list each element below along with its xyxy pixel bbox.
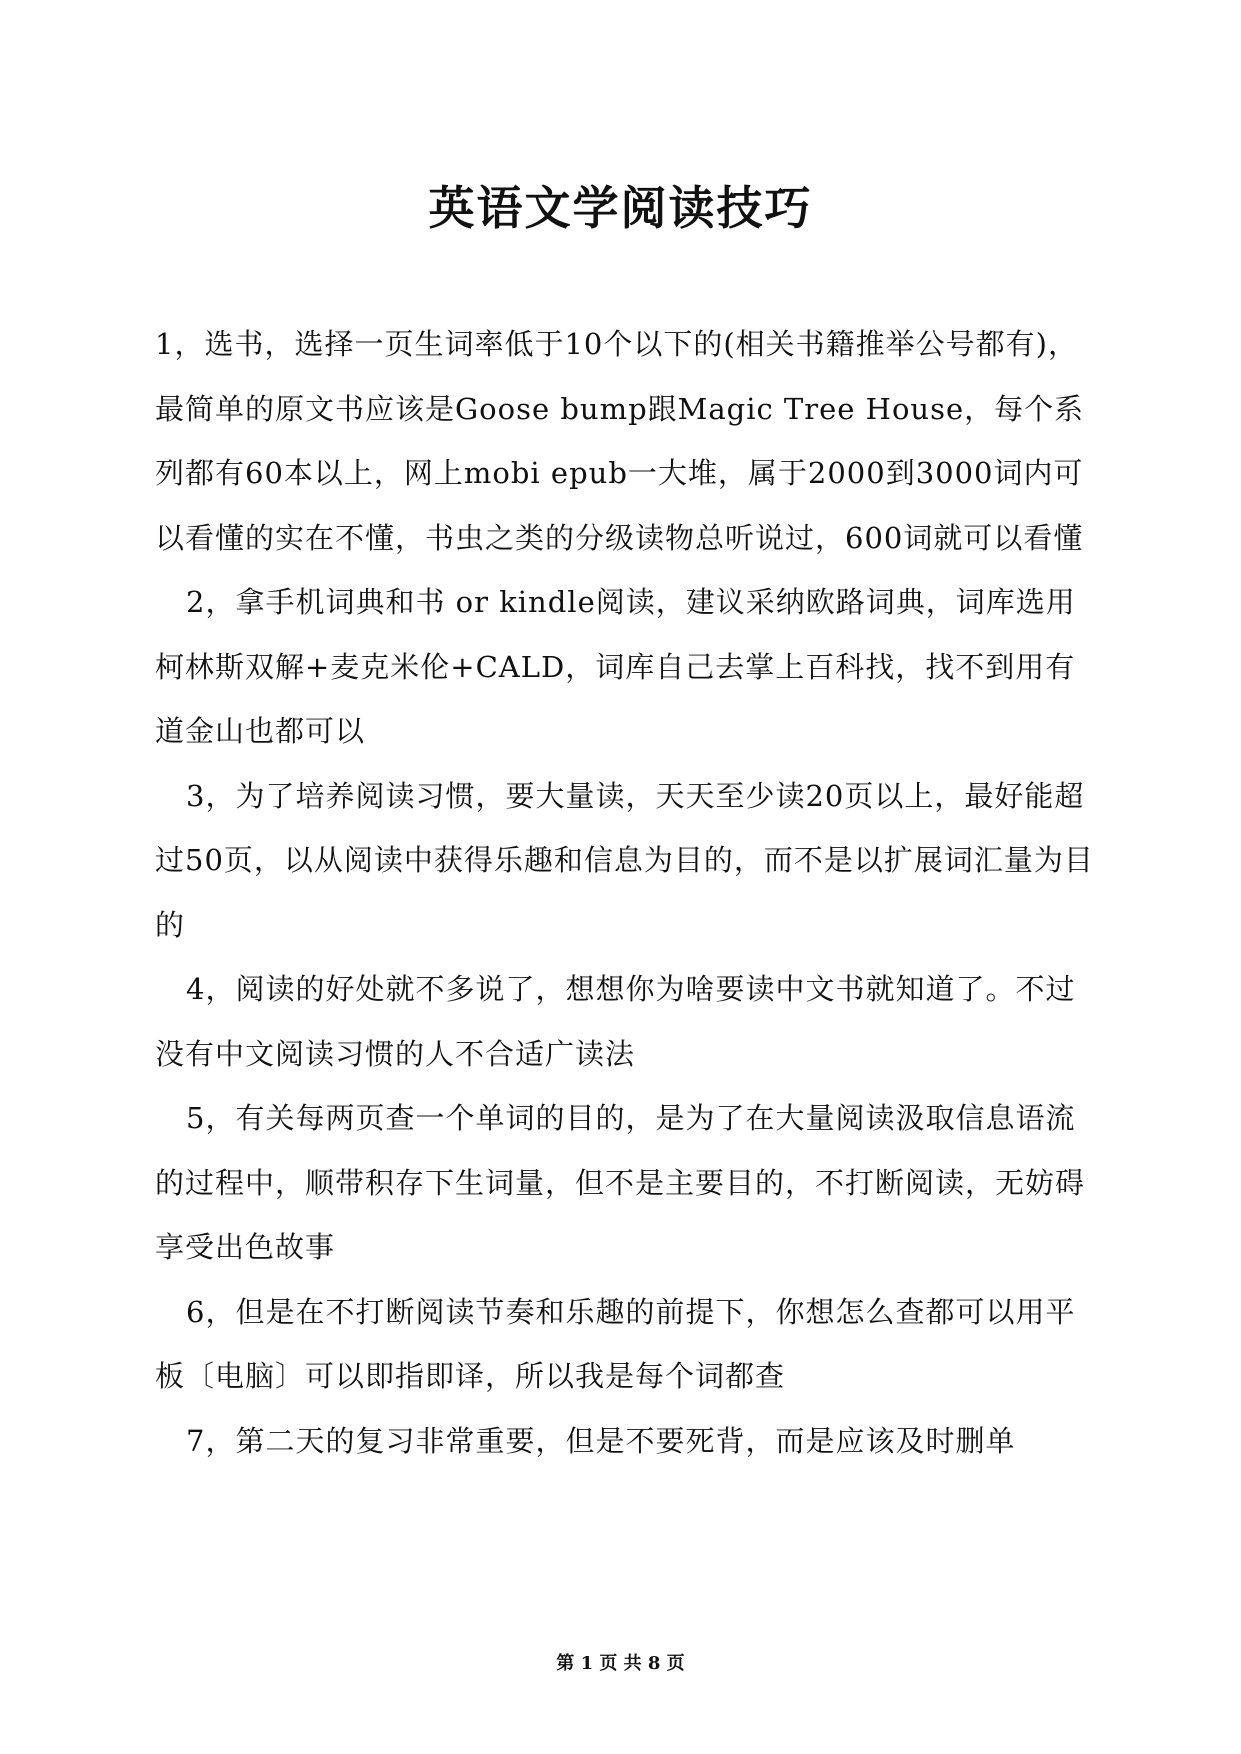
paragraph-3: 3，为了培养阅读习惯，要大量读，天天至少读20页以上，最好能超过50页，以从阅读中获得乐趣和信息为目的，而不是以扩展词汇量为目的 xyxy=(155,778,1094,942)
paragraph-4: 4，阅读的好处就不多说了，想想你为啥要读中文书就知道了。不过没有中文阅读习惯的人不合适广读法 xyxy=(155,972,1076,1071)
page-number-footer: 第 1 页 共 8 页 xyxy=(556,1653,685,1674)
paragraph-7: 7，第二天的复习非常重要，但是不要死背，而是应该及时删单 xyxy=(186,1423,1016,1458)
paragraph-6: 6，但是在不打断阅读节奏和乐趣的前提下，你想怎么查都可以用平板〔电脑〕可以即指即译，所以我是每个词都查 xyxy=(155,1294,1076,1393)
document-body xyxy=(155,312,1095,1473)
paragraph-1: 1，选书，选择一页生词率低于10个以下的(相关书籍推举公号都有)，最简单的原文书应该是Goose bump跟Magic Tree House，每个系列都有60本以上，网上mobi epub一大堆，属于2000到3000词内可以看懂的实在不懂，书虫之类的分级读物总听说过，600词就可以看懂 xyxy=(155,327,1085,555)
paragraph-5: 5，有关每两页查一个单词的目的，是为了在大量阅读汲取信息语流的过程中，顺带积存下生词量，但不是主要目的，不打断阅读，无妨碍享受出色故事 xyxy=(155,1101,1086,1264)
page-title: 英语文学阅读技巧 xyxy=(428,181,813,235)
paragraph-2: 2，拿手机词典和书 or kindle阅读，建议采纳欧路词典，词库选用柯林斯双解+麦克米伦+CALD，词库自己去掌上百科找，找不到用有道金山也都可以 xyxy=(155,585,1076,748)
